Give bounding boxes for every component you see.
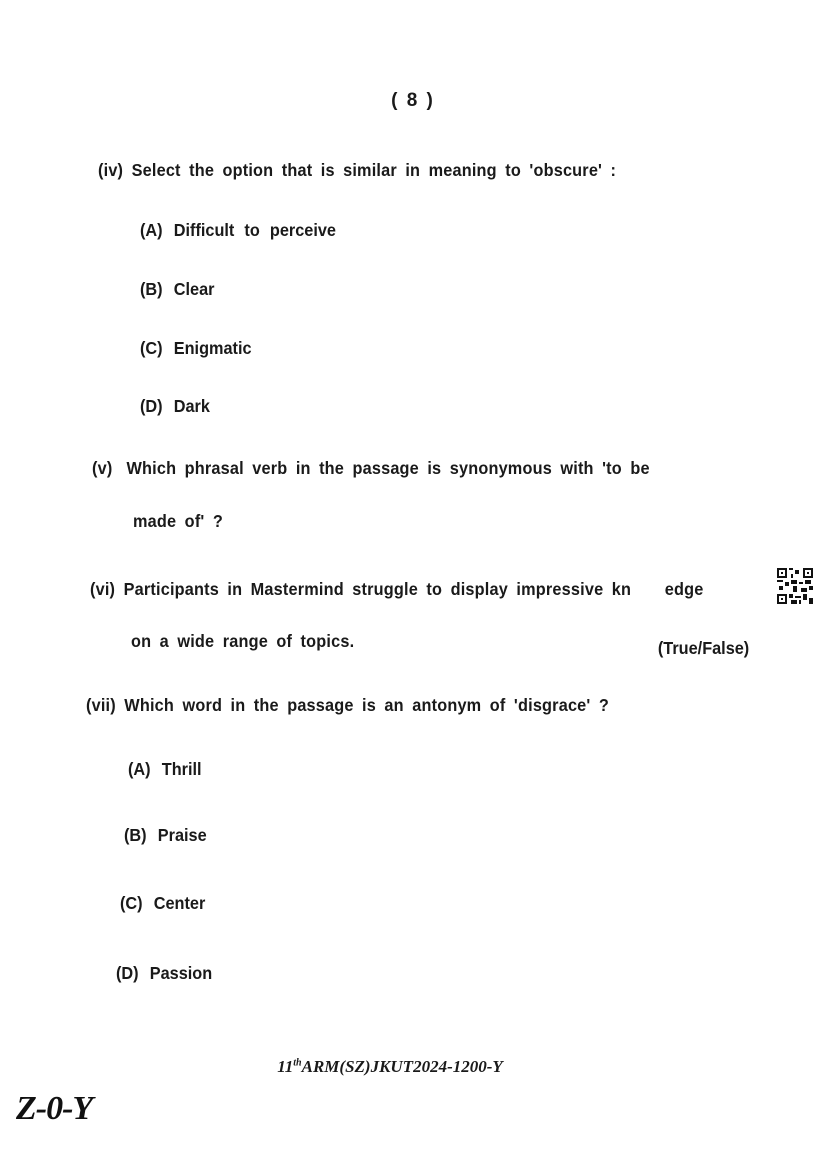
option-text: Thrill — [161, 759, 202, 779]
question-text: Which word in the passage is an antonym of 'disgrace' ? — [124, 695, 610, 715]
question-text: Which phrasal verb in the passage is synonymous with 'to be — [126, 458, 650, 478]
answer-type-true-false: (True/False) — [657, 638, 749, 658]
question-v-line2: made of' ? — [133, 511, 224, 531]
option-d — [140, 396, 210, 417]
option-label: (D) — [116, 963, 139, 983]
question-vi — [90, 579, 704, 600]
page-number: ( 8 ) — [391, 90, 435, 111]
option-a — [128, 759, 202, 780]
question-number: (vi) — [90, 579, 116, 599]
option-a — [140, 220, 336, 241]
option-label: (B) — [140, 279, 163, 299]
option-label: (A) — [140, 220, 163, 240]
series-code: Z-0-Y — [16, 1090, 93, 1127]
question-vii — [86, 695, 609, 716]
option-d — [116, 963, 212, 984]
option-b — [124, 825, 207, 846]
question-vi-line2: on a wide range of topics. — [131, 631, 355, 651]
option-text: Clear — [173, 279, 215, 299]
paper-code-rest: ARM(SZ)JKUT2024-1200-Y — [301, 1057, 503, 1076]
option-text: Enigmatic — [173, 338, 252, 358]
question-text: Select the option that is similar in meaning to 'obscure' : — [131, 160, 617, 180]
qr-code-icon — [775, 566, 815, 606]
option-label: (D) — [140, 396, 163, 416]
question-text: Participants in Mastermind struggle to display impressive kn edge — [123, 579, 704, 599]
paper-code — [0, 1057, 780, 1077]
option-text: Center — [153, 893, 206, 913]
option-label: (C) — [120, 893, 143, 913]
paper-code-sup: th — [293, 1057, 302, 1069]
option-label: (B) — [124, 825, 147, 845]
option-label: (A) — [128, 759, 151, 779]
option-c — [120, 893, 205, 914]
option-text: Praise — [157, 825, 207, 845]
option-b — [140, 279, 214, 300]
option-c — [140, 338, 252, 359]
option-text: Dark — [173, 396, 210, 416]
question-number: (vii) — [86, 695, 116, 715]
question-iv — [98, 160, 616, 181]
question-number: (iv) — [98, 160, 124, 180]
option-text: Passion — [149, 963, 213, 983]
question-number: (v) — [92, 458, 113, 478]
option-label: (C) — [140, 338, 163, 358]
question-v — [92, 458, 650, 479]
paper-code-prefix: 11 — [277, 1057, 294, 1076]
option-text: Difficult to perceive — [173, 220, 336, 240]
